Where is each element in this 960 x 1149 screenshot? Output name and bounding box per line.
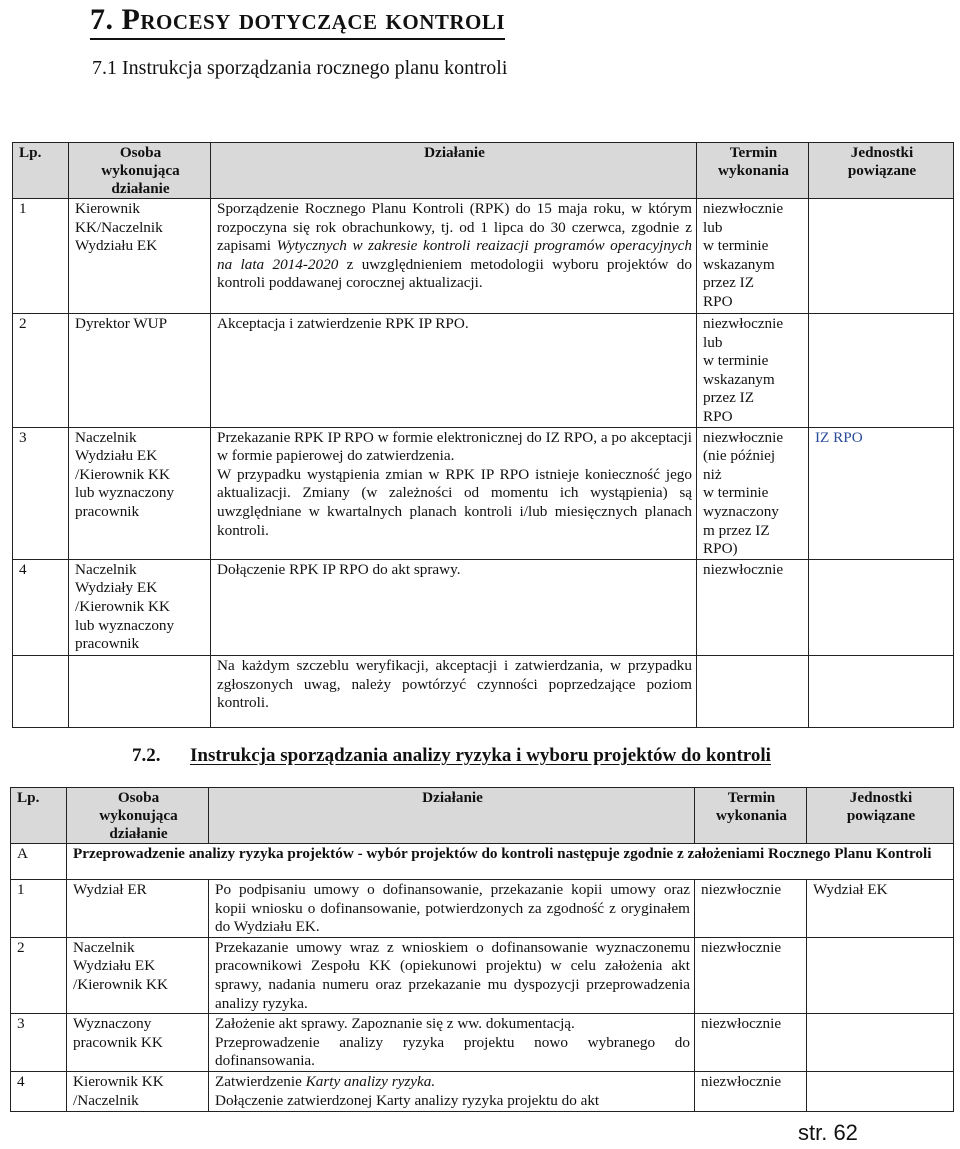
cell-person: Dyrektor WUP — [69, 314, 211, 428]
header-term: Termin wykonania — [695, 788, 807, 844]
section-2-number: 7.2. — [132, 745, 161, 766]
header-person: Osoba wykonująca działanie — [67, 788, 209, 844]
table-header-row — [11, 788, 954, 844]
cell-person: Naczelnik Wydziały EK /Kierownik KK lub wyznaczony pracownik — [69, 559, 211, 655]
cell-lp: A — [11, 844, 67, 880]
table-banner-row — [11, 844, 954, 880]
cell-term: niezwłocznie — [697, 559, 809, 655]
cell-term: niezwłocznie — [695, 880, 807, 938]
table-header-row — [13, 143, 954, 199]
action-text-b: Dołączenie zatwierdzonej Karty analizy ryzyka projektu do akt — [215, 1091, 600, 1109]
cell-related — [807, 1071, 954, 1111]
risk-analysis-table — [10, 787, 954, 1112]
cell-person: Kierownik KK/Naczelnik Wydziału EK — [69, 199, 211, 314]
cell-term: niezwłocznie — [695, 1014, 807, 1072]
cell-lp — [13, 655, 69, 727]
header-action: Działanie — [211, 143, 697, 199]
cell-action: Przekazanie RPK IP RPO w formie elektronicznej do IZ RPO, a po akceptacji w formie papierowej do zatwierdzenia. W przypadku wystąpienia zmian w RPK IP RPO istnieje konieczność jego aktualizacji. Zmiany (w zależności od momentu ich wystąpienia) są uwzględniane w kwartalnych planach kontroli i/lub miesięcznych planach kontroli. — [211, 427, 697, 559]
cell-term: niezwłocznie lub w terminie wskazanym przez IZ RPO — [697, 314, 809, 428]
cell-action: Po podpisaniu umowy o dofinansowanie, przekazanie kopii umowy oraz kopii wniosku o dofinansowanie, potwierdzonych za zgodność z oryginałem do Wydziału EK. — [209, 880, 695, 938]
action-text-a: Sporządzenie Rocznego Planu Kontroli (RPK) do 15 maja roku, w którym rozpoczyna się rok obrachunkowy, tj. od 1 lipca do 30 czerwca, zgodnie z zapisami — [217, 200, 692, 255]
cell-action: Akceptacja i zatwierdzenie RPK IP RPO. — [211, 314, 697, 428]
cell-lp: 3 — [13, 427, 69, 559]
cell-term: niezwłocznie — [695, 937, 807, 1013]
cell-related — [807, 1014, 954, 1072]
header-related: Jednostki powiązane — [809, 143, 954, 199]
annual-plan-table — [12, 142, 954, 728]
cell-person: Kierownik KK /Naczelnik — [67, 1071, 209, 1111]
cell-lp: 2 — [11, 937, 67, 1013]
table-row — [13, 199, 954, 314]
cell-lp: 4 — [13, 559, 69, 655]
cell-lp: 1 — [13, 199, 69, 314]
cell-term — [697, 655, 809, 727]
cell-action: Na każdym szczeblu weryfikacji, akceptacji i zatwierdzania, w przypadku zgłoszonych uwag, należy powtórzyć czynności poprzedzające poziom kontroli. — [211, 655, 697, 727]
action-text-a: Zatwierdzenie — [215, 1072, 306, 1090]
action-text-italic: Karty analizy ryzyka. — [305, 1072, 436, 1090]
header-person: Osoba wykonująca działanie — [69, 143, 211, 199]
cell-lp: 4 — [11, 1071, 67, 1111]
cell-related — [809, 199, 954, 314]
cell-action: Przekazanie umowy wraz z wnioskiem o dofinansowanie wyznaczonemu pracownikowi Zespołu KK (opiekunowi projektu) w celu założenia akt sprawy, nadania numeru oraz przekazanie mu dyspozycji przeprowadzenia analizy ryzyka. — [209, 937, 695, 1013]
cell-related: IZ RPO — [809, 427, 954, 559]
table-row — [13, 427, 954, 559]
chapter-heading — [90, 2, 505, 40]
section-2-title: Instrukcja sporządzania analizy ryzyka i wyboru projektów do kontroli — [190, 745, 771, 766]
cell-action: Założenie akt sprawy. Zapoznanie się z ww. dokumentacją. Przeprowadzenie analizy ryzyka projektu nowo wybranego do dofinansowania. — [209, 1014, 695, 1072]
action-text-b: z uwzględnieniem metodologii wyboru projektów do kontroli poddawanej corocznej aktualizacji. — [217, 255, 692, 292]
header-action: Działanie — [209, 788, 695, 844]
cell-lp: 1 — [11, 880, 67, 938]
cell-related — [807, 937, 954, 1013]
cell-term: niezwłocznie (nie później niż w terminie wyznaczony m przez IZ RPO) — [697, 427, 809, 559]
cell-action — [209, 1071, 695, 1111]
section-1-title: 7.1 Instrukcja sporządzania rocznego planu kontroli — [92, 57, 508, 79]
cell-action: Dołączenie RPK IP RPO do akt sprawy. — [211, 559, 697, 655]
banner-text: Przeprowadzenie analizy ryzyka projektów - wybór projektów do kontroli następuje zgodnie z założeniami Rocznego Planu Kontroli — [67, 844, 954, 880]
cell-person — [69, 655, 211, 727]
header-lp: Lp. — [11, 788, 67, 844]
chapter-number: 7. — [90, 3, 114, 36]
header-related: Jednostki powiązane — [807, 788, 954, 844]
cell-related — [809, 655, 954, 727]
cell-person: Wydział ER — [67, 880, 209, 938]
header-lp: Lp. — [13, 143, 69, 199]
header-term: Termin wykonania — [697, 143, 809, 199]
cell-action — [211, 199, 697, 314]
cell-term: niezwłocznie lub w terminie wskazanym przez IZ RPO — [697, 199, 809, 314]
table-row — [13, 314, 954, 428]
cell-related — [809, 314, 954, 428]
cell-person: Naczelnik Wydziału EK /Kierownik KK lub wyznaczony pracownik — [69, 427, 211, 559]
cell-person: Wyznaczony pracownik KK — [67, 1014, 209, 1072]
page-number: str. 62 — [798, 1120, 858, 1145]
section-2-heading — [132, 744, 771, 768]
chapter-title: Procesy dotyczące kontroli — [121, 3, 506, 36]
table-row — [13, 655, 954, 727]
table-row — [13, 559, 954, 655]
cell-term: niezwłocznie — [695, 1071, 807, 1111]
table-row — [11, 937, 954, 1013]
cell-lp: 2 — [13, 314, 69, 428]
table-row — [11, 880, 954, 938]
table-row — [11, 1014, 954, 1072]
cell-related — [809, 559, 954, 655]
cell-related: Wydział EK — [807, 880, 954, 938]
action-text-italic: Wytycznych w zakresie kontroli reaizacji programów operacyjnych na lata 2014-2020 — [217, 237, 692, 273]
cell-lp: 3 — [11, 1014, 67, 1072]
table-row — [11, 1071, 954, 1111]
cell-person: Naczelnik Wydziału EK /Kierownik KK — [67, 937, 209, 1013]
